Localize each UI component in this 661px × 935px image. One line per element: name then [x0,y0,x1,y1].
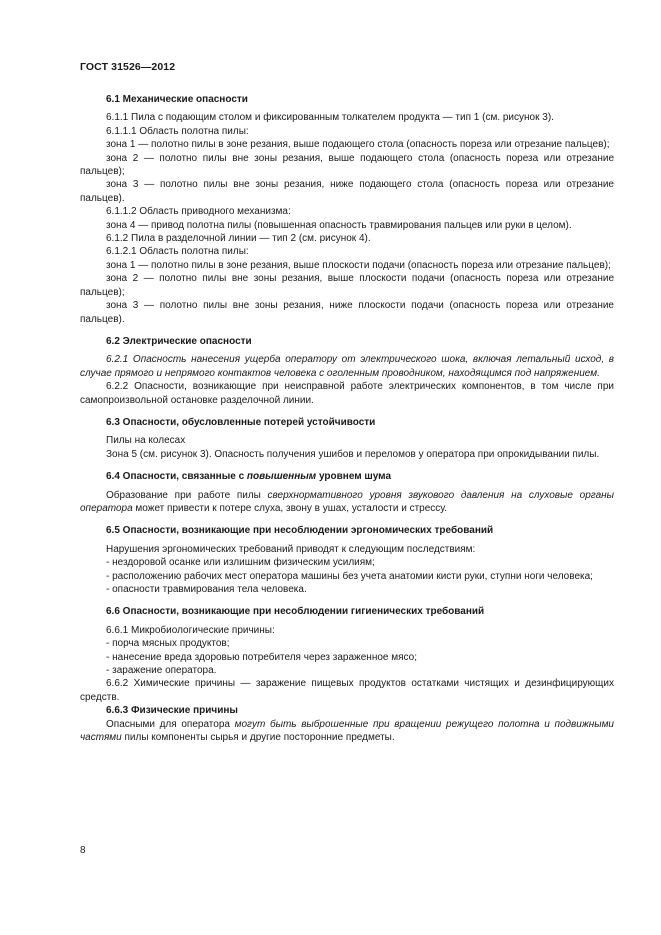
text-part: может привести к потере слуха, звону в ушах, усталости и стрессу. [132,502,448,514]
paragraph: - заражение оператора. [106,665,217,677]
section-title-6-2: 6.2 Электрические опасности [106,335,252,347]
italic-text: сверхнормативного уровня звукового давления на слуховые органы оператора [80,489,614,514]
paragraph: зона 3 — полотно пилы вне зоны резания, ниже подающего стола (опасность пореза или отрезание пальцев). [80,179,614,204]
paragraph: 6.1.2.1 Область полотна пилы: [106,246,249,258]
paragraph: - порча мясных продуктов; [106,638,230,650]
paragraph: 6.1.1 Пила с подающим столом и фиксированным толкателем продукта — тип 1 (см. рисунок 3). [106,112,554,124]
italic-text: могут быть выброшенные при вращении режущего полотна и подвижными частями [80,718,614,744]
text-part: Опасными для оператора [106,718,235,730]
paragraph: Зона 5 (см. рисунок 3). Опасность получения ушибов и переломов у оператора при опрокидывании пилы. [106,448,600,460]
section-title-6-5: 6.5 Опасности, возникающие при несоблюдении эргономических требований [106,525,494,537]
paragraph: зона 1 — полотно пилы в зоне резания, выше плоскости подачи (опасность пореза или отрезание пальцев); [106,259,611,271]
paragraph: Пилы на колесах [106,435,186,447]
paragraph [80,489,614,516]
paragraph: 6.1.1.2 Область приводного механизма: [106,206,291,218]
text-part: Образование при работе пилы [106,489,268,501]
paragraph: - нездоровой осанке или излишним физическим усилиям; [106,557,375,569]
paragraph: зона 1 — полотно пилы в зоне резания, выше подающего стола (опасность пореза или отрезание пальцев); [106,139,610,151]
paragraph: 6.1.1.1 Область полотна пилы: [106,125,249,137]
paragraph: - опасности травмирования тела человека. [106,584,307,595]
paragraph [80,718,614,745]
paragraph: 6.2.2 Опасности, возникающие при неисправной работе электрических компонентов, в том числе при самопроизвольной остановке разделочной линии. [80,381,614,406]
section-title-6-6: 6.6 Опасности, возникающие при несоблюдении гигиенических требований [106,606,485,618]
paragraph: зона 2 — полотно пилы вне зоны резания, выше плоскости подачи (опасность пореза или отрезание пальцев); [80,273,614,298]
document-body [80,93,614,744]
paragraph: 6.1.2 Пила в разделочной линии — тип 2 (см. рисунок 4). [106,233,371,245]
title-part: 6.4 Опасности, связанные с [106,471,247,483]
text-part: пилы компоненты сырья и другие посторонние предметы. [121,732,395,744]
section-title-6-3: 6.3 Опасности, обусловленные потерей устойчивости [106,416,376,428]
subsection-title-6-6-3: 6.6.3 Физические причины [106,705,238,717]
paragraph [80,353,614,380]
paragraph: 6.6.2 Химические причины — заражение пищевых продуктов остатками чистящих и дезинфицирующих средств. [80,678,614,703]
paragraph: зона 3 — полотно пилы вне зоны резания, ниже плоскости подачи (опасность пореза или отрезание пальцев). [80,300,614,325]
page-number: 8 [80,845,86,856]
paragraph: - расположению рабочих мест оператора машины без учета анатомии кисти руки, ступни ноги человека; [106,570,593,582]
section-title-6-1: 6.1 Механические опасности [106,94,248,105]
paragraph: зона 4 — привод полотна пилы (повышенная опасность травмирования пальцев или руки в целом). [106,219,572,231]
paragraph: зона 2 — полотно пилы вне зоны резания, выше подающего стола (опасность пореза или отрезание пальцев); [80,152,614,178]
document-header: ГОСТ 31526—2012 [80,61,176,73]
section-title-6-4 [80,470,614,483]
paragraph: 6.6.1 Микробиологические причины: [106,624,275,636]
paragraph: - нанесение вреда здоровью потребителя через зараженное мясо; [106,651,417,663]
title-part: уровнем шума [316,471,392,483]
italic-text: 6.2.1 Опасность нанесения ущерба оператору от электрического шока, включая летальный исход, в случае прямого и непрямого контактов человека с оголенным проводником, находящимся под напряжением. [80,354,614,379]
paragraph: Нарушения эргономических требований приводят к следующим последствиям: [106,543,476,555]
title-italic-part: повышенным [246,471,317,483]
